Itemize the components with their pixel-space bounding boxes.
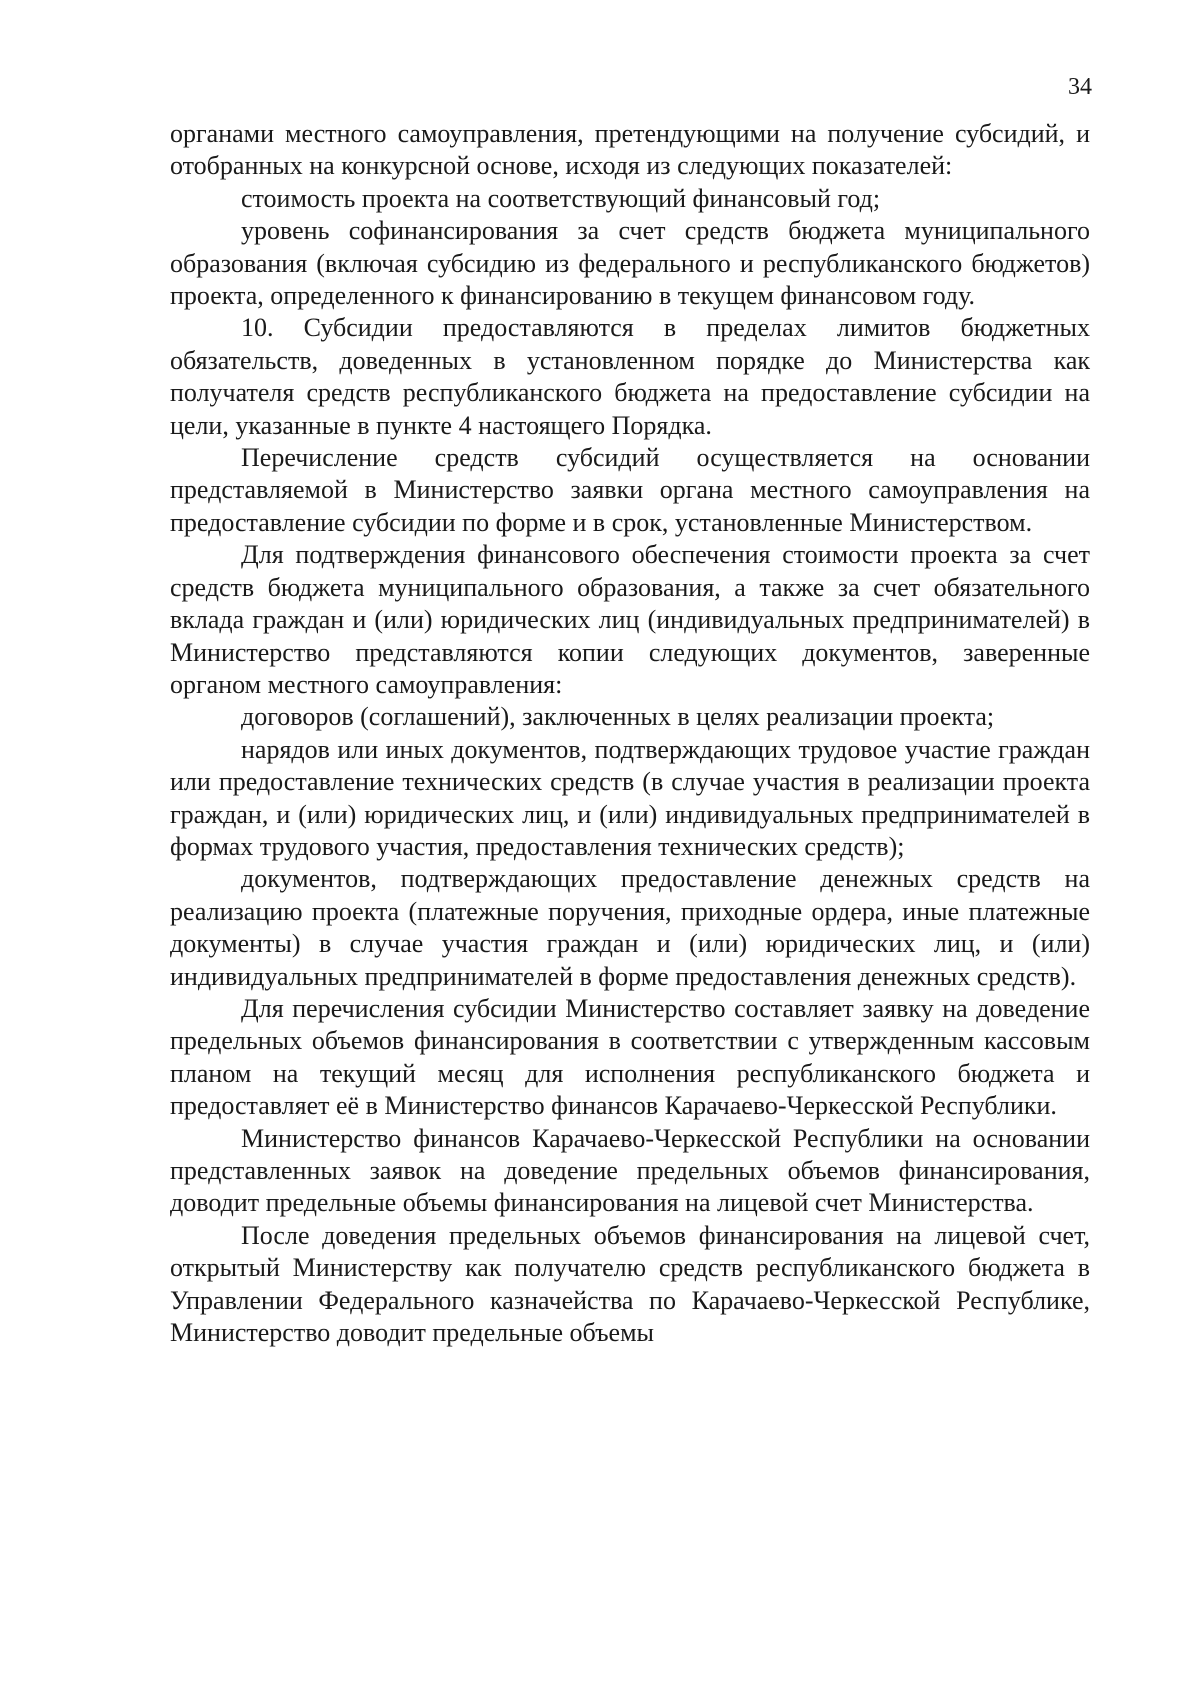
paragraph-finance-ministry: Министерство финансов Карачаево-Черкесской Республики на основании представленных заявок на доведение предельных объемов финансирования, доводит предельные объемы финансирования на лицевой счет Министерства. xyxy=(170,1123,1090,1218)
paragraph-cofinancing-level: уровень софинансирования за счет средств бюджета муниципального образования (включая субсидию из федерального и республиканского бюджетов) проекта, определенного к финансированию в текущем финансовом году. xyxy=(170,216,1090,311)
page-number: 34 xyxy=(1068,74,1092,100)
paragraph-after-allocation: После доведения предельных объемов финансирования на лицевой счет, открытый Министерству как получателю средств республиканского бюджета в Управлении Федерального казначейства по Карачаево-Черкесской Республике, Министерство доводит предельные объемы xyxy=(170,1220,1090,1348)
paragraph-funding-request: Для перечисления субсидии Министерство составляет заявку на доведение предельных объемов финансирования в соответствии с утвержденным кассовым планом на текущий месяц для исполнения республиканского бюджета и предоставляет её в Министерство финансов Карачаево-Черкесской Республики. xyxy=(170,993,1090,1121)
paragraph-project-cost: стоимость проекта на соответствующий финансовый год; xyxy=(241,183,881,213)
paragraph-criteria-intro: органами местного самоуправления, претендующими на получение субсидий, и отобранных на конкурсной основе, исходя из следующих показателей: xyxy=(170,119,1090,181)
paragraph-labor-participation: нарядов или иных документов, подтверждающих трудовое участие граждан или предоставление технических средств (в случае участия в реализации проекта граждан, и (или) юридических лиц, и (или) индивидуальных предпринимателей в формах трудового участия, предоставления технических средств); xyxy=(170,734,1090,861)
paragraph-item-10: 10. Субсидии предоставляются в пределах лимитов бюджетных обязательств, доведенных в установленном порядке до Министерства как получателя средств республиканского бюджета на предоставление субсидии на цели, указанные в пункте 4 настоящего Порядка. xyxy=(170,313,1090,440)
paragraph-confirmation-documents: Для подтверждения финансового обеспечения стоимости проекта за счет средств бюджета муниципального образования, а также за счет обязательного вклада граждан и (или) юридических лиц (индивидуальных предпринимателей) в Министерство представляются копии следующих документов, заверенные органом местного самоуправления: xyxy=(170,540,1090,699)
document-body xyxy=(170,118,1090,1349)
paragraph-contracts: договоров (соглашений), заключенных в целях реализации проекта; xyxy=(241,702,995,732)
paragraph-payment-documents: документов, подтверждающих предоставление денежных средств на реализацию проекта (платежные поручения, приходные ордера, иные платежные документы) в случае участия граждан и (или) юридических лиц, и (или) индивидуальных предпринимателей в форме предоставления денежных средств). xyxy=(170,864,1090,991)
paragraph-transfer-basis: Перечисление средств субсидий осуществляется на основании представляемой в Министерство заявки органа местного самоуправления на предоставление субсидии по форме и в срок, установленные Министерством. xyxy=(170,443,1090,537)
